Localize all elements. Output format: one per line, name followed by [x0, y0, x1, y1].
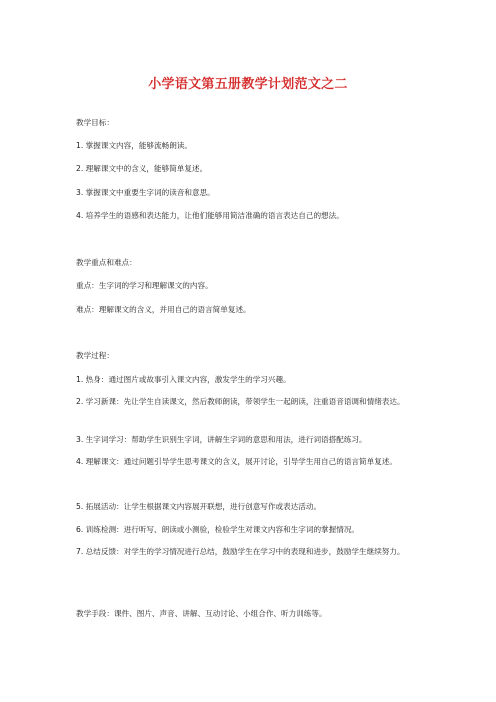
- section-heading-process: 教学过程：: [76, 351, 114, 360]
- process-step: 5. 拓展活动：让学生根据课文内容展开联想，进行创意写作或表达活动。: [76, 502, 322, 511]
- difficult-point-item: 难点：理解课文的含义，并用自己的语言简单复述。: [76, 305, 251, 314]
- teaching-methods: 教学手段：课件、图片、声音、讲解、互动讨论、小组合作、听力训练等。: [76, 609, 327, 618]
- process-step: 6. 训练检测：进行听写、朗读或小测验，检验学生对课文内容和生字词的掌握情况。: [76, 525, 360, 534]
- process-step: 7. 总结反馈：对学生的学习情况进行总结，鼓励学生在学习中的表现和进步，鼓励学生继续努力。: [76, 547, 405, 556]
- process-step: 4. 理解课文：通过问题引导学生思考课文的含义，展开讨论，引导学生用自己的语言简单复述。: [76, 457, 397, 466]
- process-step: 2. 学习新课：先让学生自读课文，然后教师朗读，带领学生一起朗读，注重语音语调和情绪表达。: [76, 397, 405, 406]
- process-step: 1. 热身：通过图片或故事引入课文内容，激发学生的学习兴趣。: [76, 375, 291, 384]
- document-title: 小学语文第五册教学计划范文之二: [148, 77, 348, 92]
- objective-item: 4. 培养学生的语感和表达能力，让他们能够用简洁准确的语言表达自己的想法。: [76, 211, 344, 220]
- objective-item: 3. 掌握课文中重要生字词的读音和意思。: [76, 188, 215, 197]
- process-step: 3. 生字词学习：帮助学生识别生字词，讲解生字词的意思和用法，进行词语搭配练习。: [76, 435, 367, 444]
- section-heading-objectives: 教学目标：: [76, 118, 114, 127]
- key-point-item: 重点：生字词的学习和理解课文的内容。: [76, 281, 213, 290]
- section-heading-key-points: 教学重点和难点：: [76, 258, 137, 267]
- objective-item: 2. 理解课文中的含义，能够简单复述。: [76, 164, 208, 173]
- objective-item: 1. 掌握课文内容，能够流畅朗读。: [76, 141, 192, 150]
